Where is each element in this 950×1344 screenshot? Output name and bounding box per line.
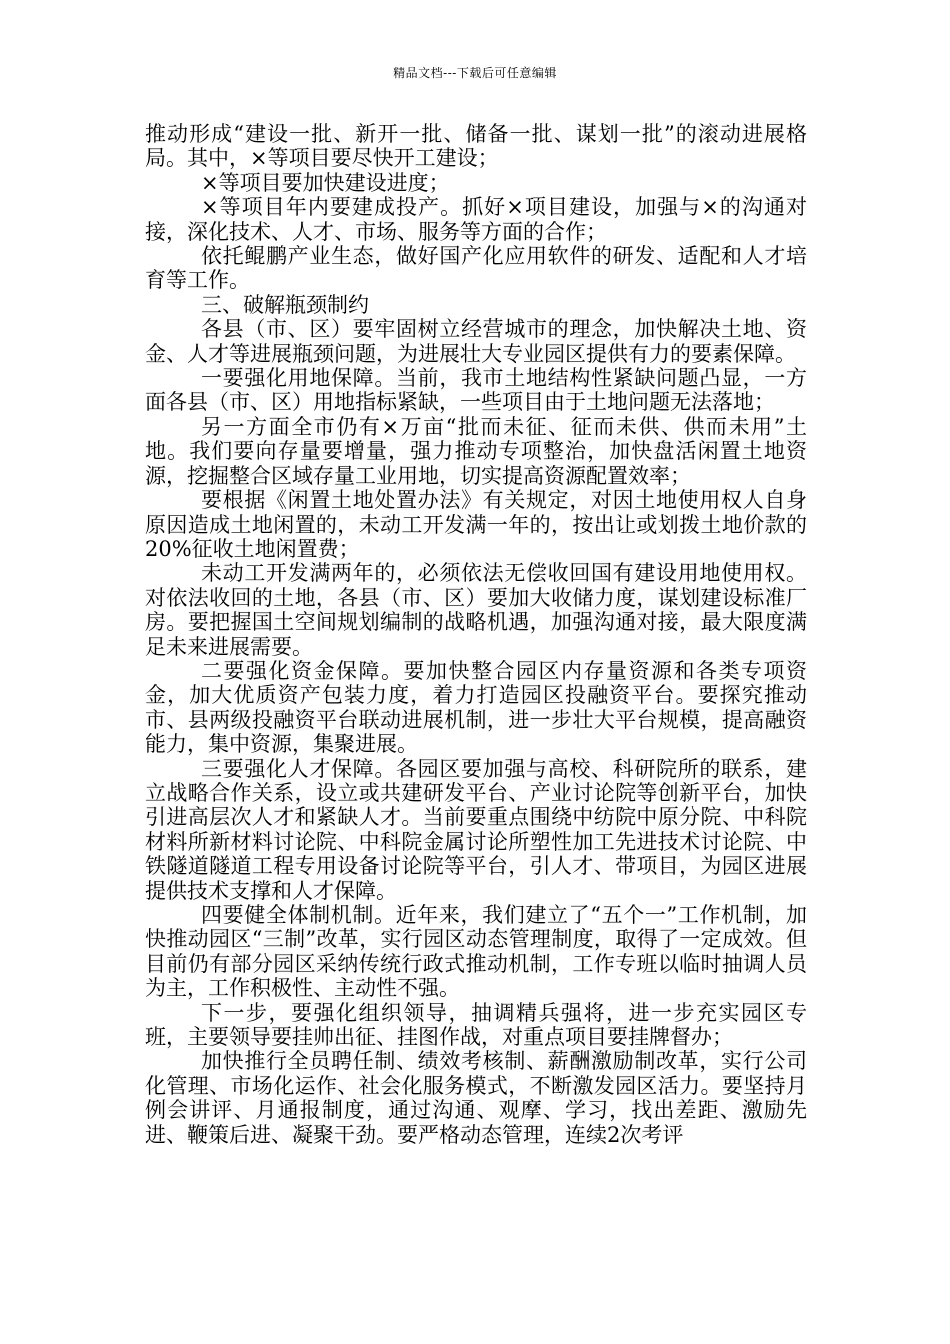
paragraph: 下一步，要强化组织领导，抽调精兵强将，进一步充实园区专班，主要领导要挂帅出征、挂图作战，对重点项目要挂牌督办； xyxy=(145,1000,807,1050)
paragraph: 二要强化资金保障。要加快整合园区内存量资源和各类专项资金，加大优质资产包装力度，着力打造园区投融资平台。要探究推动市、县两级投融资平台联动进展机制，进一步壮大平台规模，提高融资能力，集中资源，集聚进展。 xyxy=(145,658,807,757)
section-heading: 三、破解瓶颈制约 xyxy=(201,292,369,317)
paragraph: 各县（市、区）要牢固树立经营城市的理念，加快解决土地、资金、人才等进展瓶颈问题，为进展壮大专业园区提供有力的要素保障。 xyxy=(145,317,807,366)
document-body xyxy=(145,122,807,1147)
paragraph: 四要健全体制机制。近年来，我们建立了“五个一”工作机制，加快推动园区“三制”改革，实行园区动态管理制度，取得了一定成效。但目前仍有部分园区采纳传统行政式推动机制，工作专班以临时抽调人员为主，工作积极性、主动性不强。 xyxy=(145,903,807,1001)
paragraph: 一要强化用地保障。当前，我市土地结构性紧缺问题凸显，一方面各县（市、区）用地指标紧缺，一些项目由于土地问题无法落地； xyxy=(145,366,807,415)
paragraph: 未动工开发满两年的，必须依法无偿收回国有建设用地使用权。对依法收回的土地，各县（市、区）要加大收储力度，谋划建设标准厂房。要把握国土空间规划编制的战略机遇，加强沟通对接，最大限度满足未来进展需要。 xyxy=(145,561,807,659)
page-header: 精品文档---下载后可任意编辑 xyxy=(393,66,557,80)
paragraph: 要根据《闲置土地处置办法》有关规定，对因土地使用权人自身原因造成土地闲置的，未动工开发满一年的，按出让或划拨土地价款的20%征收土地闲置费； xyxy=(145,488,807,561)
paragraph: 加快推行全员聘任制、绩效考核制、薪酬激励制改革，实行公司化管理、市场化运作、社会化服务模式，不断激发园区活力。要坚持月例会讲评、月通报制度，通过沟通、观摩、学习，找出差距、激励先进、鞭策后进、凝聚干劲。要严格动态管理，连续2次考评 xyxy=(145,1049,807,1147)
paragraph: 依托鲲鹏产业生态，做好国产化应用软件的研发、适配和人才培育等工作。 xyxy=(145,244,807,293)
paragraph: ×等项目年内要建成投产。抓好×项目建设，加强与×的沟通对接，深化技术、人才、市场、服务等方面的合作； xyxy=(145,195,807,244)
paragraph: 推动形成“建设一批、新开一批、储备一批、谋划一批”的滚动进展格局。其中，×等项目要尽快开工建设； xyxy=(145,122,807,171)
paragraph: 三要强化人才保障。各园区要加强与高校、科研院所的联系，建立战略合作关系，设立或共建研发平台、产业讨论院等创新平台，加快引进高层次人才和紧缺人才。当前要重点围绕中纺院中原分院、中科院材料所新材料讨论院、中科院金属讨论所塑性加工先进技术讨论院、中铁隧道隧道工程专用设备讨论院等平台，引人才、带项目，为园区进展提供技术支撑和人才保障。 xyxy=(145,756,807,903)
paragraph: ×等项目要加快建设进度； xyxy=(201,170,450,195)
paragraph: 另一方面全市仍有×万亩“批而未征、征而未供、供而未用”土地。我们要向存量要增量，强力推动专项整治，加快盘活闲置土地资源，挖掘整合区域存量工业用地，切实提高资源配置效率； xyxy=(145,414,807,488)
